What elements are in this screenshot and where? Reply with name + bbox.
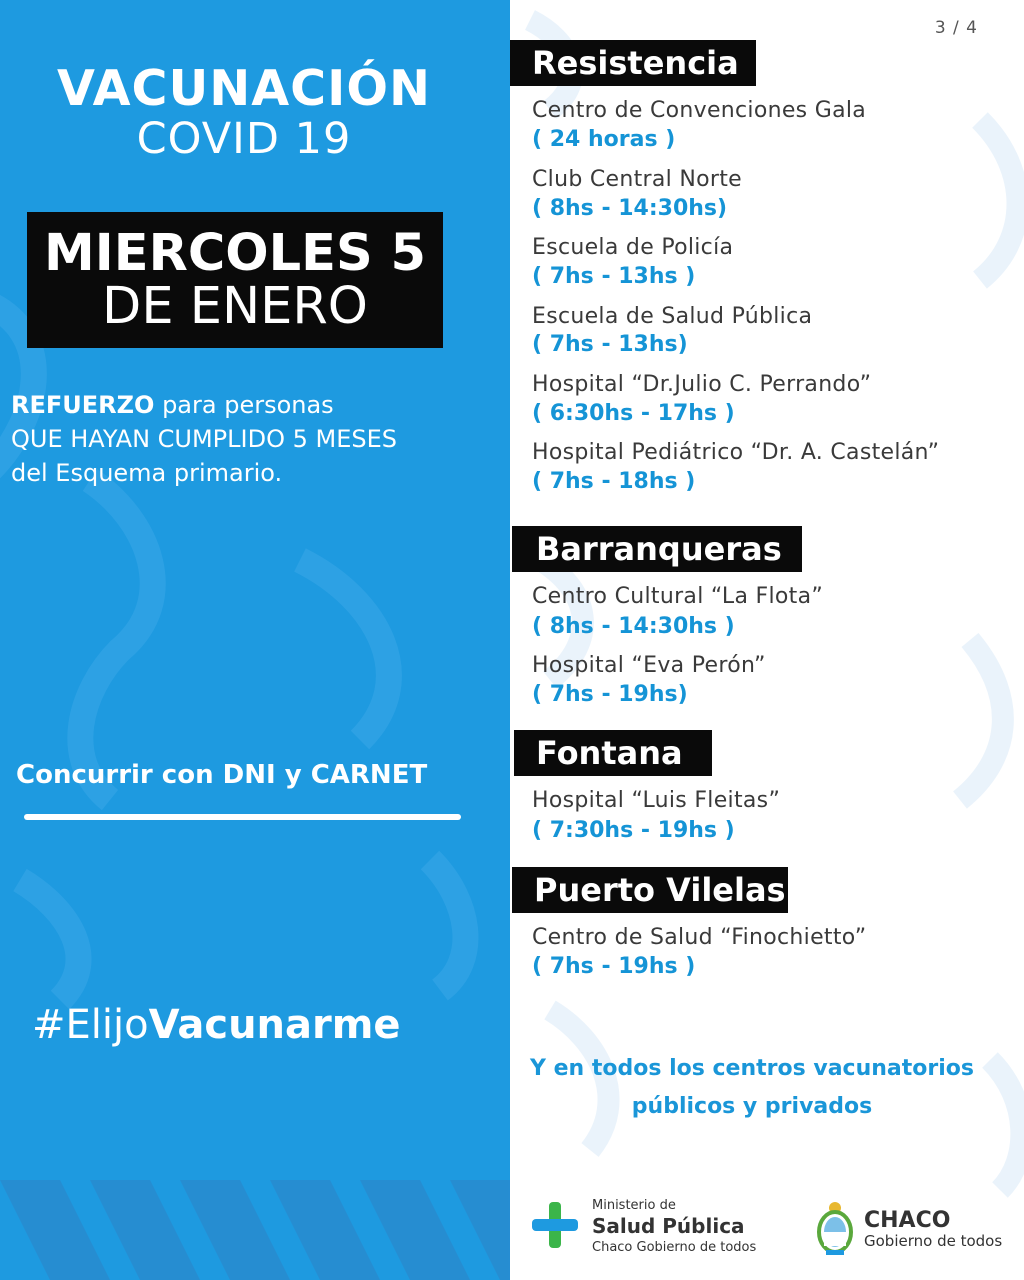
right-panel xyxy=(510,0,1024,1280)
place-hours: ( 7:30hs - 19hs ) xyxy=(532,818,735,843)
city-fontana: Fontana xyxy=(514,730,712,776)
concurrir-underline xyxy=(24,814,461,820)
ministerio-line1: Ministerio de xyxy=(592,1198,676,1213)
place-hours: ( 8hs - 14:30hs ) xyxy=(532,614,735,639)
place-name: Club Central Norte xyxy=(532,167,742,192)
refuerzo-line2: QUE HAYAN CUMPLIDO 5 MESES xyxy=(11,425,398,453)
date-day: MIERCOLES 5 xyxy=(44,224,426,283)
place-hours: ( 7hs - 18hs ) xyxy=(532,469,696,494)
stripes-decoration xyxy=(0,1180,510,1280)
ministerio-logo xyxy=(532,1198,772,1258)
place-name: Centro de Salud “Finochietto” xyxy=(532,925,867,950)
city-resistencia: Resistencia xyxy=(510,40,756,86)
place-name: Escuela de Policía xyxy=(532,235,734,260)
chaco-line2: Gobierno de todos xyxy=(864,1232,1003,1250)
footer-note xyxy=(510,1050,994,1126)
place-hours: ( 8hs - 14:30hs) xyxy=(532,196,728,221)
page-title: VACUNACIÓN xyxy=(56,60,432,117)
city-puerto-vilelas: Puerto Vilelas xyxy=(512,867,788,913)
place-name: Hospital “Eva Perón” xyxy=(532,653,766,678)
province-seal-icon xyxy=(812,1198,858,1258)
place-hours: ( 6:30hs - 17hs ) xyxy=(532,401,735,426)
footer-note-line2: públicos y privados xyxy=(631,1094,873,1119)
ministerio-line3: Chaco Gobierno de todos xyxy=(592,1240,757,1255)
background-pattern xyxy=(0,0,510,1280)
page-subtitle: COVID 19 xyxy=(136,114,352,164)
hashtag xyxy=(32,1002,492,1048)
chaco-logo xyxy=(812,1198,1012,1262)
place-hours: ( 7hs - 19hs) xyxy=(532,682,688,707)
ministerio-line2: Salud Pública xyxy=(592,1214,745,1238)
place-name: Centro de Convenciones Gala xyxy=(532,98,867,123)
refuerzo-text xyxy=(11,388,501,490)
date-month: DE ENERO xyxy=(102,277,368,336)
chaco-line1: CHACO xyxy=(864,1208,951,1233)
left-panel xyxy=(0,0,510,1280)
hashtag-light: #Elijo xyxy=(32,1002,149,1048)
place-name: Hospital “Dr.Julio C. Perrando” xyxy=(532,372,872,397)
place-hours: ( 7hs - 13hs ) xyxy=(532,264,696,289)
city-barranqueras: Barranqueras xyxy=(512,526,802,572)
place-hours: ( 7hs - 19hs ) xyxy=(532,954,696,979)
health-cross-icon xyxy=(532,1202,578,1248)
refuerzo-line1: para personas xyxy=(154,391,334,419)
place-hours: ( 24 horas ) xyxy=(532,127,676,152)
footer-note-line1: Y en todos los centros vacunatorios xyxy=(530,1056,974,1081)
place-name: Escuela de Salud Pública xyxy=(532,304,813,329)
date-box xyxy=(27,212,443,348)
hashtag-bold: Vacunarme xyxy=(148,1002,401,1048)
place-name: Centro Cultural “La Flota” xyxy=(532,584,824,609)
refuerzo-bold: REFUERZO xyxy=(11,391,155,419)
place-name: Hospital “Luis Fleitas” xyxy=(532,788,781,813)
refuerzo-line3: del Esquema primario. xyxy=(11,459,283,487)
place-hours: ( 7hs - 13hs) xyxy=(532,332,688,357)
page-indicator: 3 / 4 xyxy=(934,18,978,38)
concurrir-text: Concurrir con DNI y CARNET xyxy=(16,760,428,790)
place-name: Hospital Pediátrico “Dr. A. Castelán” xyxy=(532,440,940,465)
